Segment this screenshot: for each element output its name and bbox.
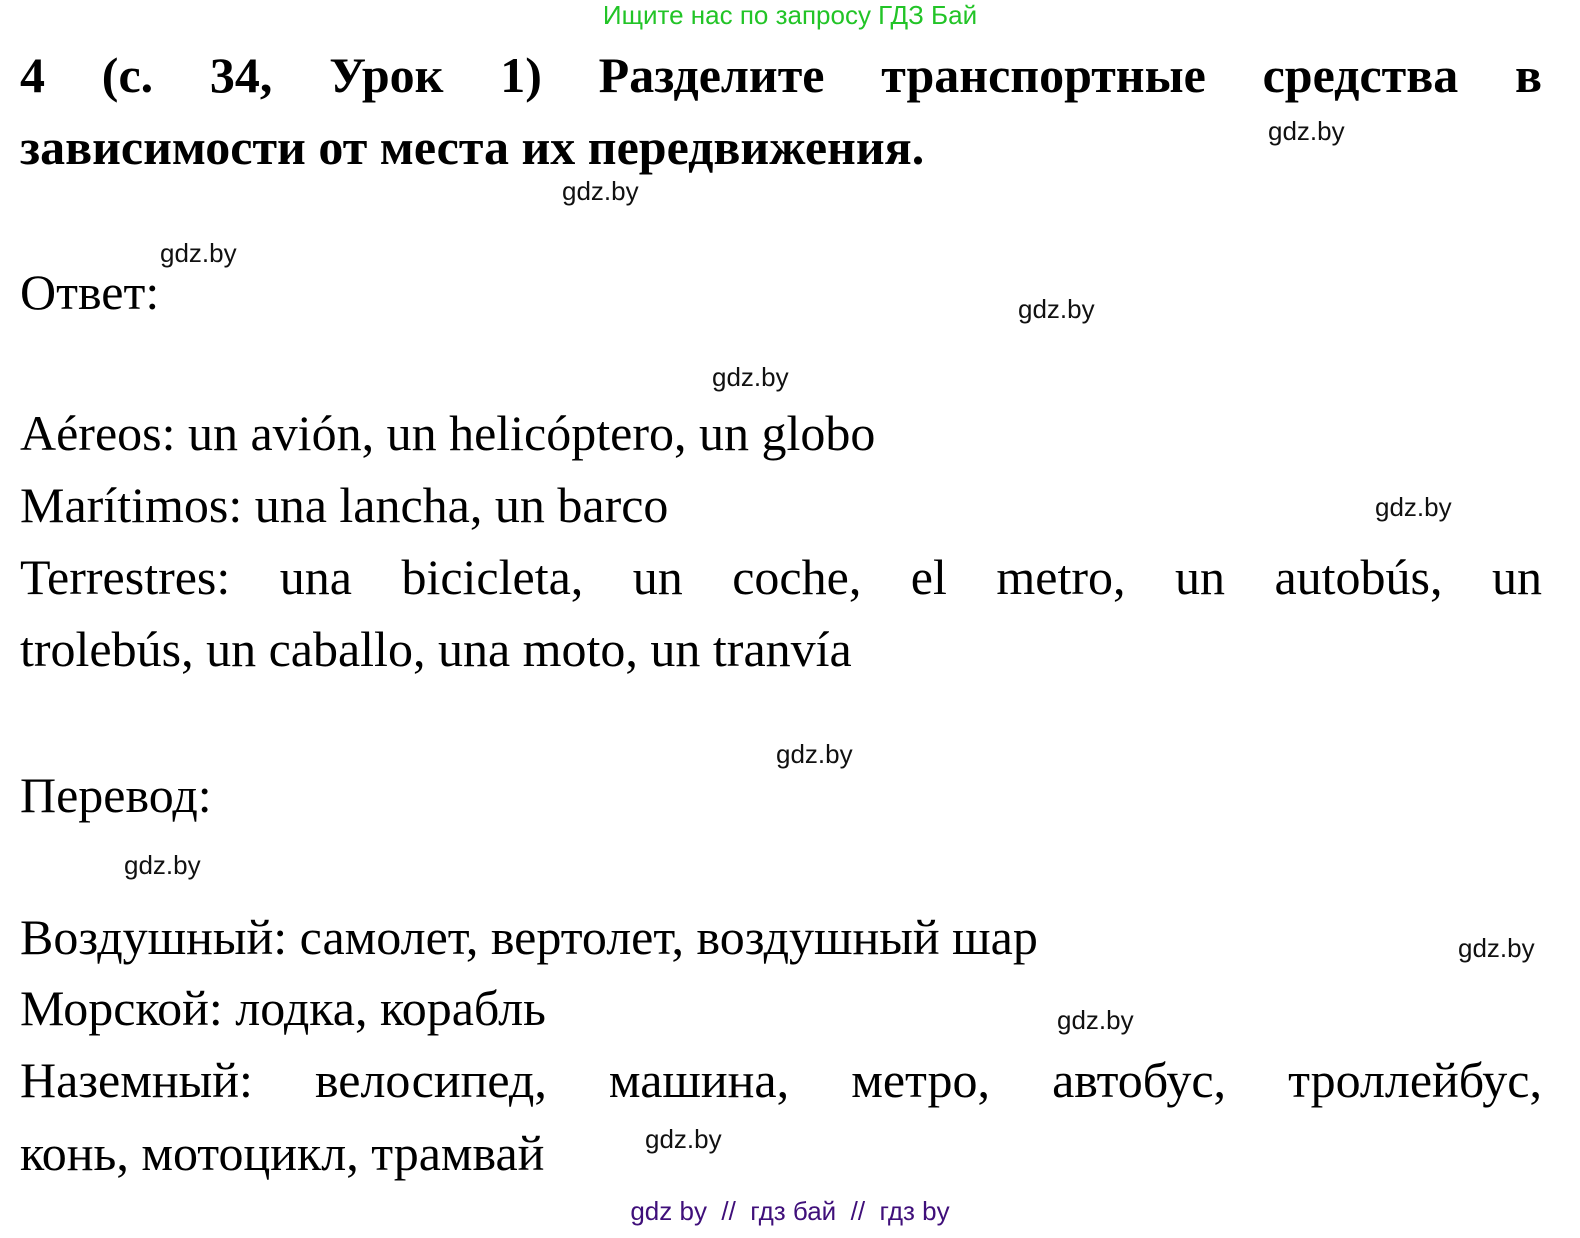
- translation-line: Морской: лодка, корабль: [20, 980, 546, 1036]
- translation-line: Воздушный: самолет, вертолет, воздушный шар: [20, 909, 1038, 965]
- watermark: gdz.by: [1375, 492, 1452, 522]
- answer-line: Marítimos: una lancha, un barco: [20, 477, 669, 533]
- watermark: gdz.by: [562, 176, 639, 206]
- top-banner: Ищите нас по запросу ГДЗ Бай: [602, 0, 978, 30]
- translation-line: Наземный: велосипед, машина, метро, автобус, троллейбус,: [20, 1052, 1542, 1108]
- heading-line-1: 4 (с. 34, Урок 1) Разделите транспортные средства в: [20, 47, 1542, 103]
- watermark: gdz.by: [1458, 933, 1535, 963]
- footer-links: gdz by // гдз бай // гдз by: [630, 1196, 950, 1226]
- watermark: gdz.by: [1268, 116, 1345, 146]
- answer-line: Terrestres: una bicicleta, un coche, el metro, un autobús, un: [20, 549, 1542, 605]
- watermark: gdz.by: [776, 739, 853, 769]
- watermark: gdz.by: [645, 1124, 722, 1154]
- watermark: gdz.by: [712, 362, 789, 392]
- answer-line: Aéreos: un avión, un helicóptero, un globo: [20, 405, 876, 461]
- watermark: gdz.by: [160, 238, 237, 268]
- watermark: gdz.by: [1057, 1005, 1134, 1035]
- translation-label: Перевод:: [20, 767, 212, 823]
- watermark: gdz.by: [1018, 294, 1095, 324]
- heading-line-2: зависимости от места их передвижения.: [20, 119, 925, 175]
- watermark: gdz.by: [124, 850, 201, 880]
- answer-label: Ответ:: [20, 264, 160, 320]
- answer-line: trolebús, un caballo, una moto, un tranvía: [20, 621, 852, 677]
- translation-line: конь, мотоцикл, трамвай: [20, 1125, 545, 1181]
